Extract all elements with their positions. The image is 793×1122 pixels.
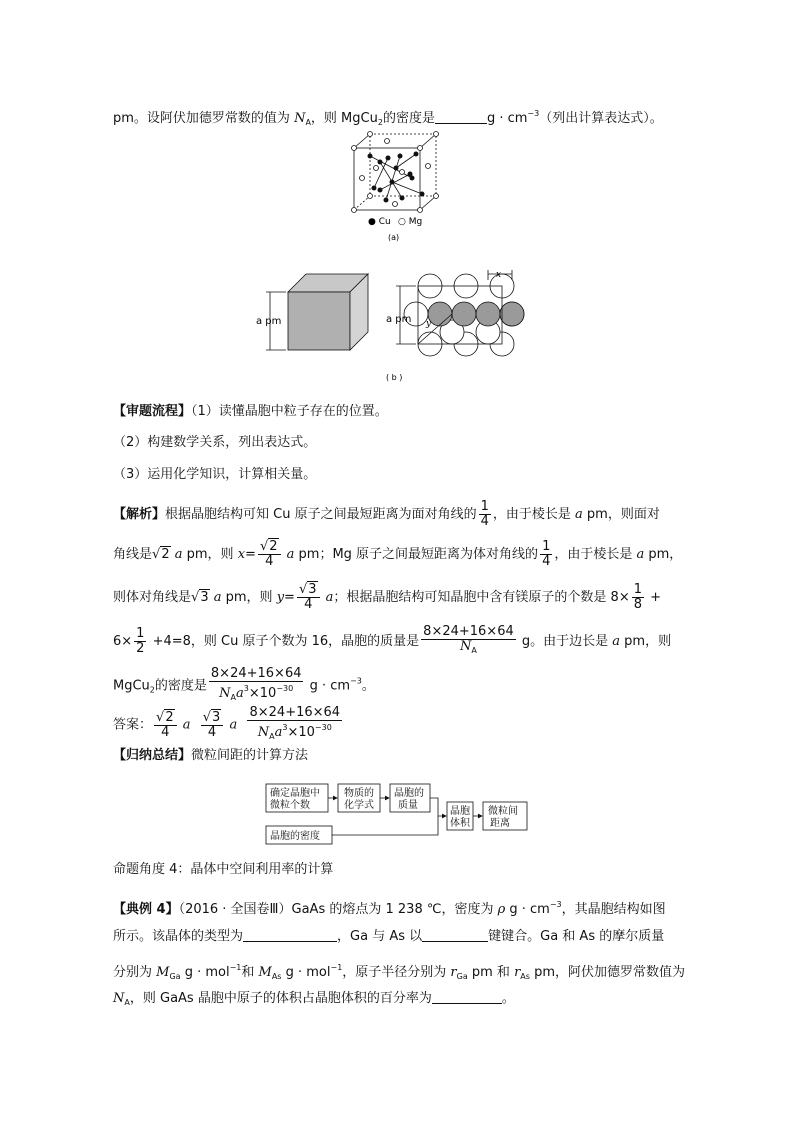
subscript: 2 (149, 685, 155, 695)
answer-label: 答案： (113, 717, 153, 733)
subscript: As (271, 972, 282, 981)
density-fraction: $\frac{8\times 24+16\times 64}{N_Aa^3\times 10^{-30}}$ (249, 705, 341, 741)
text: 键键合。Ga 和 As 的摩尔质量 (488, 929, 665, 944)
edge-length-label: a pm (256, 316, 282, 327)
text: g · cm (486, 111, 528, 126)
example-line-4 (113, 989, 515, 1013)
analysis-line-3 (113, 583, 661, 612)
x-label: x (496, 270, 502, 280)
var: a (636, 547, 645, 562)
text: 。 (501, 991, 515, 1006)
example-line-3 (113, 958, 685, 987)
var: a (282, 547, 295, 562)
review-flow-3 (113, 465, 316, 485)
var: x (237, 547, 246, 562)
fraction: $\frac{1}{4}$ (480, 499, 489, 529)
var: a (225, 717, 238, 733)
text: MgCu (113, 678, 150, 694)
text: 的密度是 (154, 678, 207, 694)
box-distance: 微粒间 (488, 806, 518, 817)
text: + (646, 590, 662, 605)
crystal-type-blank[interactable] (243, 927, 337, 942)
summary-line (113, 746, 308, 766)
box-formula: 物质的 (344, 788, 374, 799)
mass-fraction: $\frac{8\times 24+16\times 64}{N_A}$ (423, 624, 514, 655)
text: g。由于边长是 (517, 634, 613, 649)
text: pm。设阿伏加德罗常数的值为 (113, 111, 295, 126)
figure-a-caption: (a) (388, 233, 400, 242)
text: 根据晶胞结构可知 Cu 原子之间最短距离为面对角线的 (165, 507, 477, 522)
fraction: $\frac{√2}{4}$ (154, 711, 177, 740)
avogadro-symbol: N (294, 111, 306, 126)
text: pm， (644, 547, 683, 562)
text: g · mol (281, 965, 331, 980)
text: ，其晶胞结构如图 (561, 902, 666, 917)
section-tag: 【解析】 (113, 507, 166, 522)
example-line-2 (113, 927, 664, 947)
subscript: As (520, 972, 530, 981)
box-distance-2: 距离 (490, 818, 510, 829)
analysis-line-4 (113, 625, 671, 658)
text: 分别为 (113, 965, 157, 980)
text: 。 (361, 678, 375, 694)
var: r (450, 965, 457, 980)
var: a (612, 634, 621, 649)
crystal-cell-figure-a (340, 128, 452, 246)
text: 和 (241, 965, 259, 980)
sqrt: √2 (152, 547, 170, 562)
var: M (258, 965, 272, 980)
superscript: −3 (527, 109, 540, 118)
legend-mg: ○ Mg (398, 217, 423, 227)
var: a (178, 717, 191, 733)
text: pm，则 (221, 590, 277, 605)
fraction: $\frac{1}{2}$ (136, 626, 145, 656)
text: 所示。该晶体的类型为 (113, 929, 244, 944)
box-mass: 晶胞的 (394, 788, 424, 799)
box-formula-2: 化学式 (344, 800, 374, 811)
text: ，由于棱长是 (492, 507, 576, 522)
text: （3）运用化学知识，计算相关量。 (113, 467, 317, 482)
angle-4-heading (113, 860, 333, 880)
text: 则体对角线是 (113, 590, 192, 605)
text: pm，则 (620, 634, 672, 649)
box-determine-count-2: 微粒个数 (270, 800, 310, 811)
var: a (321, 590, 334, 605)
text: pm，则面对 (582, 507, 660, 522)
text: （1）读懂晶胞中粒子存在的位置。 (191, 404, 388, 419)
text: ，原子半径分别为 (342, 965, 451, 980)
text: ；根据晶胞结构可知晶胞中含有镁原子的个数是 8× (333, 590, 630, 605)
var: a (174, 547, 183, 562)
percentage-blank[interactable] (432, 989, 502, 1004)
answer-line (113, 706, 344, 744)
text: pm，则 (182, 547, 238, 562)
section-tag: 【审题流程】 (113, 404, 192, 419)
analysis-line-5 (113, 667, 375, 705)
text: ，Ga 与 As 以 (337, 929, 423, 944)
text: g · cm (505, 902, 550, 917)
analysis-line-1 (113, 500, 660, 529)
text: pm，阿伏加德罗常数值为 (529, 965, 685, 980)
fraction: $\frac{1}{8}$ (633, 582, 642, 612)
var: a (213, 590, 222, 605)
fraction: $\frac{√3}{4}$ (297, 583, 320, 612)
superscript: −3 (549, 900, 562, 909)
subscript: A (124, 998, 130, 1007)
text: g · mol (180, 965, 230, 980)
box-density: 晶胞的密度 (270, 831, 320, 842)
var: ρ (497, 902, 506, 917)
section-tag: 【典例 4】 (113, 902, 179, 917)
subscript: Ga (169, 972, 181, 981)
var: y (276, 590, 285, 605)
superscript: −1 (330, 963, 343, 972)
text: = (245, 547, 256, 562)
edge-length-label-2: a pm (386, 314, 412, 325)
text: 微粒间距的计算方法 (191, 748, 309, 763)
example-line-1 (113, 895, 666, 920)
fraction: $\frac{√2}{4}$ (258, 540, 281, 569)
review-flow-2 (113, 433, 316, 453)
text: ，则 MgCu (310, 111, 378, 126)
answer-blank[interactable] (435, 109, 487, 124)
crystal-cell-figure-b (250, 266, 545, 386)
analysis-line-2 (113, 540, 682, 569)
text: （2016 · 全国卷Ⅲ）GaAs 的熔点为 1 238 ℃，密度为 (178, 902, 498, 917)
var: a (575, 507, 583, 522)
bond-type-blank[interactable] (422, 927, 488, 942)
var: M (156, 965, 170, 980)
box-volume: 晶胞 (450, 806, 470, 817)
fraction: $\frac{1}{4}$ (542, 539, 551, 569)
review-flow-1 (113, 402, 388, 422)
superscript: −3 (350, 676, 362, 686)
text: ，则 GaAs 晶胞中原子的体积占晶胞体积的百分率为 (129, 991, 432, 1006)
text: ，由于棱长是 (554, 547, 637, 562)
section-tag: 【归纳总结】 (113, 748, 192, 763)
text: （列出计算表达式）。 (539, 111, 663, 126)
box-determine-count: 确定晶胞中 (270, 788, 320, 799)
y-label: y (426, 319, 432, 329)
density-fraction: $\frac{8\times 24+16\times 64}{N_Aa^3\times 10^{-30}}$ (210, 666, 302, 702)
figure-b-caption: ( b ) (386, 373, 403, 382)
text: （2）构建数学关系，列出表达式。 (113, 435, 317, 450)
box-mass-2: 质量 (398, 800, 418, 811)
text: g · cm (305, 678, 351, 694)
var: N (113, 991, 125, 1006)
text: 6× (113, 634, 133, 649)
subscript: A (305, 118, 311, 127)
var: r (514, 965, 521, 980)
text: 命题角度 4：晶体中空间利用率的计算 (113, 862, 334, 877)
fraction: $\frac{√3}{4}$ (201, 711, 224, 740)
subscript: 2 (377, 118, 383, 127)
text: = (284, 590, 295, 605)
legend-cu: ● Cu (368, 217, 391, 227)
box-volume-2: 体积 (450, 818, 470, 829)
text: 角线是 (113, 547, 153, 562)
superscript: −1 (229, 963, 242, 972)
text: +4=8，则 Cu 原子个数为 16，晶胞的质量是 (148, 634, 420, 649)
text: pm；Mg 原子之间最短距离为体对角线的 (294, 547, 539, 562)
text: pm 和 (467, 965, 515, 980)
subscript: Ga (456, 972, 468, 981)
calc-method-diagram (264, 780, 534, 848)
sqrt: √3 (191, 590, 209, 605)
text: 的密度是 (382, 111, 435, 126)
